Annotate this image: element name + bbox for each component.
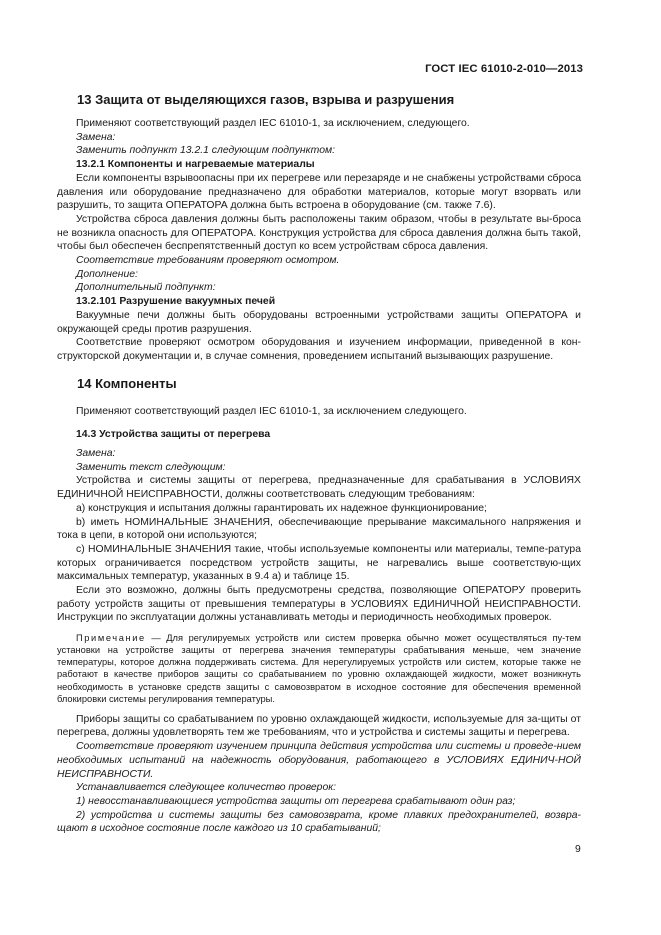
subsection-13-2-101-paragraph-1: Вакуумные печи должны быть оборудованы встроенными устройствами защиты ОПЕРАТОРА и окружающей среды против разрушения. xyxy=(57,309,581,335)
subsection-13-2-1-paragraph-1: Если компоненты взрывоопасны при их перегреве или перезаряде и не снабжены устройствами сброса давления или оборудование предназначено для обработки материалов, которые могут взорвать или разрушить, то защита ОПЕРАТОРА должна быть встроена в оборудование (см. также 7.6). xyxy=(57,172,581,212)
note-text: — Для регулируемых устройств или систем проверка обычно может осуществляться пу-тем установки на устройстве защиты от перегрева значения температуры срабатывания меньше, чем значение температуры, которое должна поддерживать система. Для нерегулируемых устройств или систем, которые также не работают в качестве приборов защиты со срабатыванием по уровню охлаждающей жидкости, может возникнуть необходимость в установке средств защиты с самовозвратом в исходное состояние для обеспечения временной блокировки системы регулирования температуры. xyxy=(57,633,581,704)
section-13-body xyxy=(57,117,581,364)
section-14-paragraph-2: Если это возможно, должны быть предусмотрены средства, позволяющие ОПЕРАТОРУ проверить работу устройств защиты от превышения температуры в УСЛОВИЯХ ЕДИНИЧНОЙ НЕИСПРАВНОСТИ. Инструкции по эксплуатации должны устанавливать методы и периодичность необходимых проверок. xyxy=(57,585,581,624)
replace-instruction: Заменить подпункт 13.2.1 следующим подпунктом: xyxy=(76,145,335,157)
list-item-c: c) НОМИНАЛЬНЫЕ ЗНАЧЕНИЯ такие, чтобы используемые компоненты или материалы, темпе-ратура которых ограничивается посредством устройств защиты, не нагревались выше соответствую-щих максимальных температур, указанных в 9.4 а) и таблице 15. xyxy=(57,543,581,583)
subsection-13-2-1-compliance: Соответствие требованиям проверяют осмотром. xyxy=(76,255,340,267)
section-13-intro: Применяют соответствующий раздел IEC 61010-1, за исключением, следующего. xyxy=(76,118,470,129)
page-number: 9 xyxy=(575,844,581,855)
note-paragraph xyxy=(57,632,581,705)
addition-instruction: Дополнительный подпункт: xyxy=(76,282,216,294)
checks-intro: Устанавливается следующее количество проверок: xyxy=(76,782,337,794)
section-14-intro: Применяют соответствующий раздел IEC 61010-1, за исключением следующего. xyxy=(76,406,467,417)
replace-label-14: Замена: xyxy=(76,448,116,459)
list-item-a: a) конструкция и испытания должны гарантировать их надежное функционирование; xyxy=(76,502,487,514)
subsection-14-3-title: 14.3 Устройства защиты от перегрева xyxy=(76,429,271,440)
subsection-13-2-1-title: 13.2.1 Компоненты и нагреваемые материалы xyxy=(76,159,315,171)
note-label: Примечание xyxy=(76,633,146,644)
section-14-title: 14 Компоненты xyxy=(77,376,177,391)
section-13-title: 13 Защита от выделяющихся газов, взрыва и разрушения xyxy=(77,92,455,107)
subsection-13-2-1-paragraph-2: Устройства сброса давления должны быть расположены таким образом, чтобы в результате вы-броса не возникла опасность для ОПЕРАТОРА. Конструкция устройства для сброса давления должна быть такой, чтобы был обеспечен беспрепятственный доступ ко всем устройствам сброса давления. xyxy=(57,213,581,253)
subsection-13-2-101-title: 13.2.101 Разрушение вакуумных печей xyxy=(76,296,276,308)
section-14-paragraph-1: Устройства и системы защиты от перегрева, предназначенные для срабатывания в УСЛОВИЯХ ЕДИНИЧНОЙ НЕИСПРАВНОСТИ, должны соответствовать следующим требованиям: xyxy=(57,475,581,501)
replace-label: Замена: xyxy=(76,131,116,143)
section-14-compliance: Соответствие проверяют изучением принципа действия устройства или системы и проведе-нием необходимых испытаний на надежность оборудования, работающего в УСЛОВИЯХ ЕДИНИЧ-НОЙ НЕИСПРАВНОСТИ. xyxy=(57,741,581,780)
section-14-paragraph-3: Приборы защиты со срабатыванием по уровню охлаждающей жидкости, используемые для за-щиты от перегрева, должны удовлетворять тем же требованиям, что и устройства и системы защиты и перегрева. xyxy=(57,713,581,739)
standard-code-header: ГОСТ IEC 61010-2-010—2013 xyxy=(425,63,583,75)
addition-label: Дополнение: xyxy=(76,268,138,280)
subsection-13-2-101-paragraph-2: Соответствие проверяют осмотром оборудования и изучением информации, приведенной в кон-структорской документации и, в случае сомнения, проведением испытаний вызывающих разрушение. xyxy=(57,337,581,362)
replace-instruction-14: Заменить текст следующим: xyxy=(76,461,226,473)
section-14-body xyxy=(57,447,581,836)
subsection-14-3-title-block xyxy=(57,428,581,442)
check-item-2: 2) устройства и системы защиты без самовозврата, кроме плавких предохранителей, возвра-щают в исходное состояние после каждого из 10 срабатываний; xyxy=(57,809,581,835)
section-14-intro-block xyxy=(57,405,581,419)
check-item-1: 1) невосстанавливающиеся устройства защиты от перегрева срабатывают один раз; xyxy=(76,795,516,807)
list-item-b: b) иметь НОМИНАЛЬНЫЕ ЗНАЧЕНИЯ, обеспечивающие прерывание максимального напряжения и тока в цепи, в которой они используются; xyxy=(57,516,581,542)
